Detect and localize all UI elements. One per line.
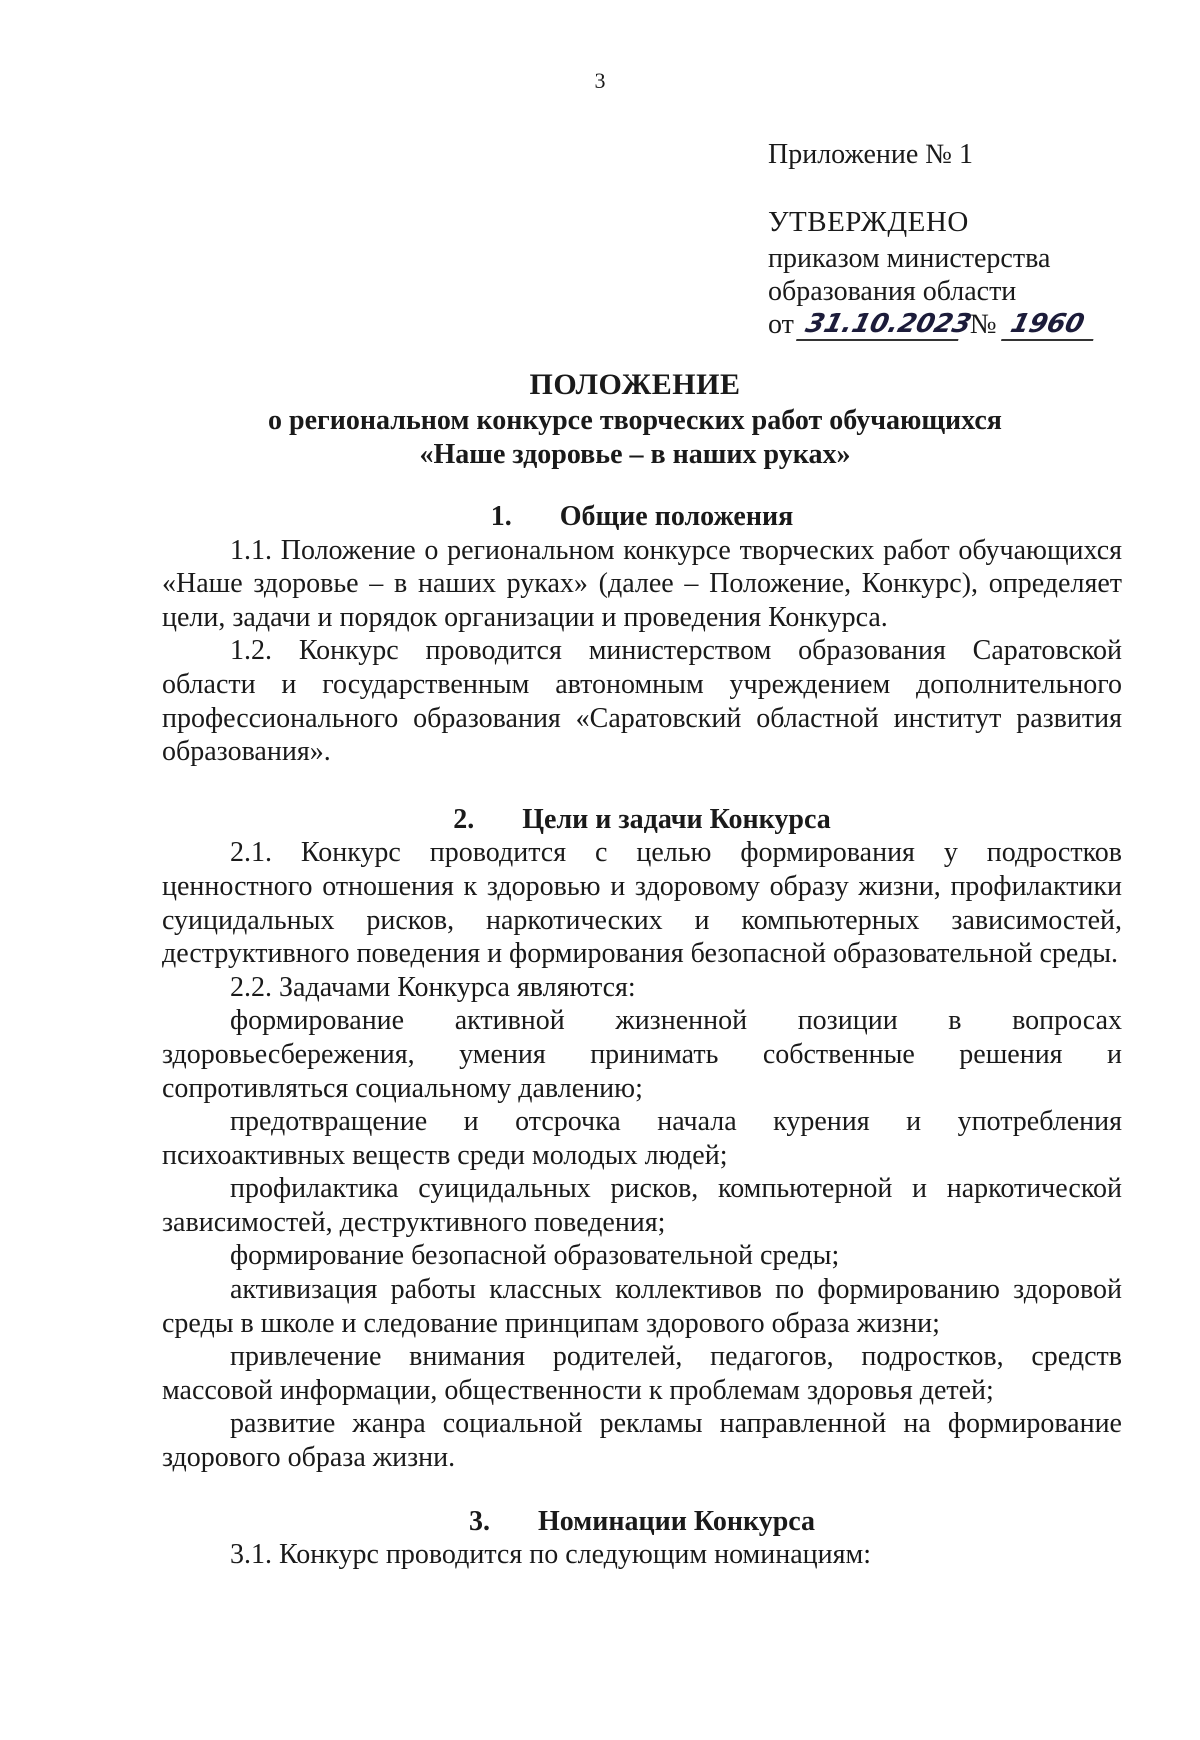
- task-item: формирование безопасной образовательной среды;: [230, 1240, 840, 1272]
- title-line-3: «Наше здоровье – в наших руках»: [419, 439, 851, 470]
- paragraph-3-1: 3.1. Конкурс проводится по следующим номинациям:: [230, 1539, 872, 1571]
- section-2-number: 2.: [453, 803, 475, 835]
- handwritten-number: 1960: [1001, 309, 1101, 341]
- task-item: развитие жанра социальной рекламы направленной на формирование здорового образа жизни.: [162, 1408, 1122, 1474]
- task-item: предотвращение и отсрочка начала курения и употребления психоактивных веществ среди молодых людей;: [162, 1106, 1122, 1171]
- section-2-heading: [162, 803, 1122, 837]
- section-1-title: Общие положения: [559, 501, 794, 532]
- task-item: привлечение внимания родителей, педагогов, подростков, средств массовой информации, общественности к проблемам здоровья детей;: [162, 1341, 1122, 1406]
- section-1-heading: [162, 500, 1122, 534]
- document-body: [162, 500, 1122, 1572]
- approval-line-1: приказом министерства: [768, 243, 1051, 274]
- handwritten-date: 31.10.2023: [796, 309, 966, 341]
- section-1-number: 1.: [490, 501, 512, 532]
- section-3-heading: [162, 1505, 1122, 1539]
- paragraph-1-2: 1.2. Конкурс проводится министерством образования Саратовской области и государственным автономным учреждением дополнительного профессионального образования «Саратовский областной институт развития образования».: [162, 635, 1122, 768]
- approval-date-line: [768, 308, 1148, 341]
- from-label: от: [768, 309, 794, 340]
- approval-stamp-block: [768, 138, 1148, 341]
- task-item: профилактика суицидальных рисков, компьютерной и наркотической зависимостей, деструктивного поведения;: [162, 1173, 1122, 1238]
- section-2-title: Цели и задачи Конкурса: [522, 803, 831, 835]
- section-3-title: Номинации Конкурса: [537, 1505, 816, 1537]
- paragraph-2-1: 2.1. Конкурс проводится с целью формирования у подростков ценностного отношения к здоровью и здоровому образу жизни, профилактики суицидальных рисков, наркотических и компьютерных зависимостей, деструктивного поведения и формирования безопасной образовательной среды.: [162, 837, 1122, 970]
- paragraph-2-2: 2.2. Задачами Конкурса являются:: [230, 971, 636, 1003]
- page-number: 3: [594, 68, 606, 93]
- title-main: ПОЛОЖЕНИЕ: [529, 368, 741, 401]
- document-title: [0, 366, 1200, 472]
- paragraph-1-1: 1.1. Положение о региональном конкурсе творческих работ обучающихся «Наше здоровье – в наших руках» (далее – Положение, Конкурс), определяет цели, задачи и порядок организации и проведения Конкурса.: [162, 534, 1122, 633]
- number-label: №: [969, 309, 997, 340]
- approved-label: УТВЕРЖДЕНО: [768, 206, 969, 238]
- title-line-2: о региональном конкурсе творческих работ обучающихся: [268, 405, 1002, 436]
- task-item: формирование активной жизненной позиции в вопросах здоровьесбережения, умения принимать собственные решения и сопротивляться социальному давлению;: [162, 1005, 1122, 1104]
- appendix-label: Приложение № 1: [768, 139, 973, 170]
- approval-line-2: образования области: [768, 276, 1017, 307]
- section-3-number: 3.: [468, 1505, 490, 1537]
- task-item: активизация работы классных коллективов по формированию здоровой среды в школе и следование принципам здорового образа жизни;: [162, 1274, 1122, 1339]
